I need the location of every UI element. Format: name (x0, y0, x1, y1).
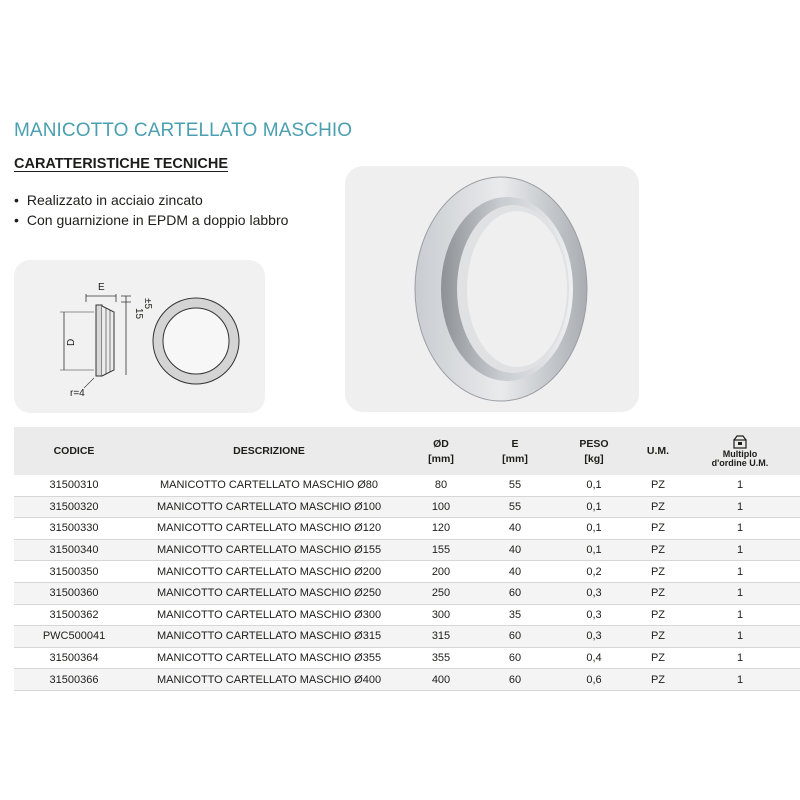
table-row (14, 669, 800, 691)
cell-e: 60 (478, 647, 552, 669)
cell-peso: 0,3 (552, 626, 636, 648)
cell-e: 60 (478, 626, 552, 648)
cell-um: PZ (636, 647, 680, 669)
table-row (14, 604, 800, 626)
cell-peso: 0,4 (552, 647, 636, 669)
header-peso (552, 427, 636, 475)
cell-multiplo: 1 (680, 475, 800, 496)
section-title: CARATTERISTICHE TECNICHE (14, 156, 229, 172)
cell-descrizione: MANICOTTO CARTELLATO MASCHIO Ø400 (134, 669, 404, 691)
cell-e: 40 (478, 561, 552, 583)
cell-peso: 0,1 (552, 518, 636, 540)
cell-descrizione: MANICOTTO CARTELLATO MASCHIO Ø80 (134, 475, 404, 496)
table-header-row (14, 427, 800, 475)
cell-e: 35 (478, 604, 552, 626)
dimension-d-label: D (66, 338, 77, 346)
table-row (14, 647, 800, 669)
cell-descrizione: MANICOTTO CARTELLATO MASCHIO Ø355 (134, 647, 404, 669)
cell-diameter: 80 (404, 475, 478, 496)
cell-um: PZ (636, 539, 680, 561)
feature-item: • Realizzato in acciaio zincato (14, 190, 288, 210)
cell-um: PZ (636, 604, 680, 626)
header-peso-label: PESO (579, 437, 609, 450)
table-row (14, 539, 800, 561)
cell-multiplo: 1 (680, 647, 800, 669)
cell-codice: PWC500041 (14, 626, 134, 648)
table-row (14, 582, 800, 604)
drawing-svg (14, 260, 265, 413)
cell-codice: 31500350 (14, 561, 134, 583)
cell-e: 55 (478, 475, 552, 496)
technical-drawing (14, 260, 265, 413)
cell-um: PZ (636, 669, 680, 691)
cell-e: 40 (478, 518, 552, 540)
cell-codice: 31500320 (14, 496, 134, 518)
cell-diameter: 400 (404, 669, 478, 691)
header-descrizione: DESCRIZIONE (134, 427, 404, 475)
cell-peso: 0,6 (552, 669, 636, 691)
header-e-unit: [mm] (502, 452, 528, 465)
header-peso-unit: [kg] (584, 452, 604, 465)
cell-diameter: 155 (404, 539, 478, 561)
box-icon (732, 435, 748, 449)
cell-diameter: 200 (404, 561, 478, 583)
cell-diameter: 120 (404, 518, 478, 540)
table-row (14, 496, 800, 518)
header-multiplo-label: Multiplo (722, 448, 758, 459)
header-diameter-unit: [mm] (428, 452, 454, 465)
cell-multiplo: 1 (680, 626, 800, 648)
page-title: MANICOTTO CARTELLATO MASCHIO (14, 120, 353, 141)
header-diameter-label: ØD (433, 437, 449, 450)
cell-um: PZ (636, 626, 680, 648)
radius-label: r=4 (70, 388, 85, 399)
cell-diameter: 355 (404, 647, 478, 669)
cell-diameter: 100 (404, 496, 478, 518)
table-row (14, 626, 800, 648)
cell-multiplo: 1 (680, 582, 800, 604)
cell-multiplo: 1 (680, 518, 800, 540)
cell-descrizione: MANICOTTO CARTELLATO MASCHIO Ø300 (134, 604, 404, 626)
cell-um: PZ (636, 496, 680, 518)
cell-um: PZ (636, 582, 680, 604)
cell-multiplo: 1 (680, 539, 800, 561)
cell-descrizione: MANICOTTO CARTELLATO MASCHIO Ø155 (134, 539, 404, 561)
cell-codice: 31500364 (14, 647, 134, 669)
cell-descrizione: MANICOTTO CARTELLATO MASCHIO Ø100 (134, 496, 404, 518)
cell-e: 60 (478, 582, 552, 604)
product-table (14, 427, 800, 691)
cell-peso: 0,1 (552, 539, 636, 561)
cell-diameter: 300 (404, 604, 478, 626)
cell-codice: 31500310 (14, 475, 134, 496)
cell-descrizione: MANICOTTO CARTELLATO MASCHIO Ø200 (134, 561, 404, 583)
feature-item: • Con guarnizione in EPDM a doppio labbro (14, 210, 288, 230)
table-row (14, 475, 800, 496)
dimension-15-label: 15 (133, 308, 144, 320)
header-diameter (404, 427, 478, 475)
table-row (14, 518, 800, 540)
cell-multiplo: 1 (680, 669, 800, 691)
tolerance-label: ±5 (142, 298, 153, 310)
cell-diameter: 315 (404, 626, 478, 648)
header-multiplo-label-2: d'ordine U.M. (711, 457, 769, 468)
header-e (478, 427, 552, 475)
cell-multiplo: 1 (680, 561, 800, 583)
cell-peso: 0,3 (552, 604, 636, 626)
cell-peso: 0,1 (552, 496, 636, 518)
product-ring-image (345, 166, 639, 412)
cell-descrizione: MANICOTTO CARTELLATO MASCHIO Ø120 (134, 518, 404, 540)
cell-e: 60 (478, 669, 552, 691)
cell-multiplo: 1 (680, 496, 800, 518)
cell-descrizione: MANICOTTO CARTELLATO MASCHIO Ø250 (134, 582, 404, 604)
cell-e: 40 (478, 539, 552, 561)
header-e-label: E (511, 437, 519, 450)
cell-peso: 0,3 (552, 582, 636, 604)
dimension-e-label: E (98, 282, 105, 293)
header-codice: CODICE (14, 427, 134, 475)
cell-um: PZ (636, 475, 680, 496)
cell-um: PZ (636, 518, 680, 540)
cell-peso: 0,2 (552, 561, 636, 583)
cell-multiplo: 1 (680, 604, 800, 626)
header-um: U.M. (636, 427, 680, 475)
table-row (14, 561, 800, 583)
header-multiplo (680, 427, 800, 475)
cell-codice: 31500360 (14, 582, 134, 604)
product-photo (345, 166, 639, 412)
cell-codice: 31500366 (14, 669, 134, 691)
cell-e: 55 (478, 496, 552, 518)
cell-peso: 0,1 (552, 475, 636, 496)
cell-diameter: 250 (404, 582, 478, 604)
feature-list (14, 190, 288, 230)
cell-um: PZ (636, 561, 680, 583)
cell-descrizione: MANICOTTO CARTELLATO MASCHIO Ø315 (134, 626, 404, 648)
cell-codice: 31500362 (14, 604, 134, 626)
cell-codice: 31500340 (14, 539, 134, 561)
cell-codice: 31500330 (14, 518, 134, 540)
